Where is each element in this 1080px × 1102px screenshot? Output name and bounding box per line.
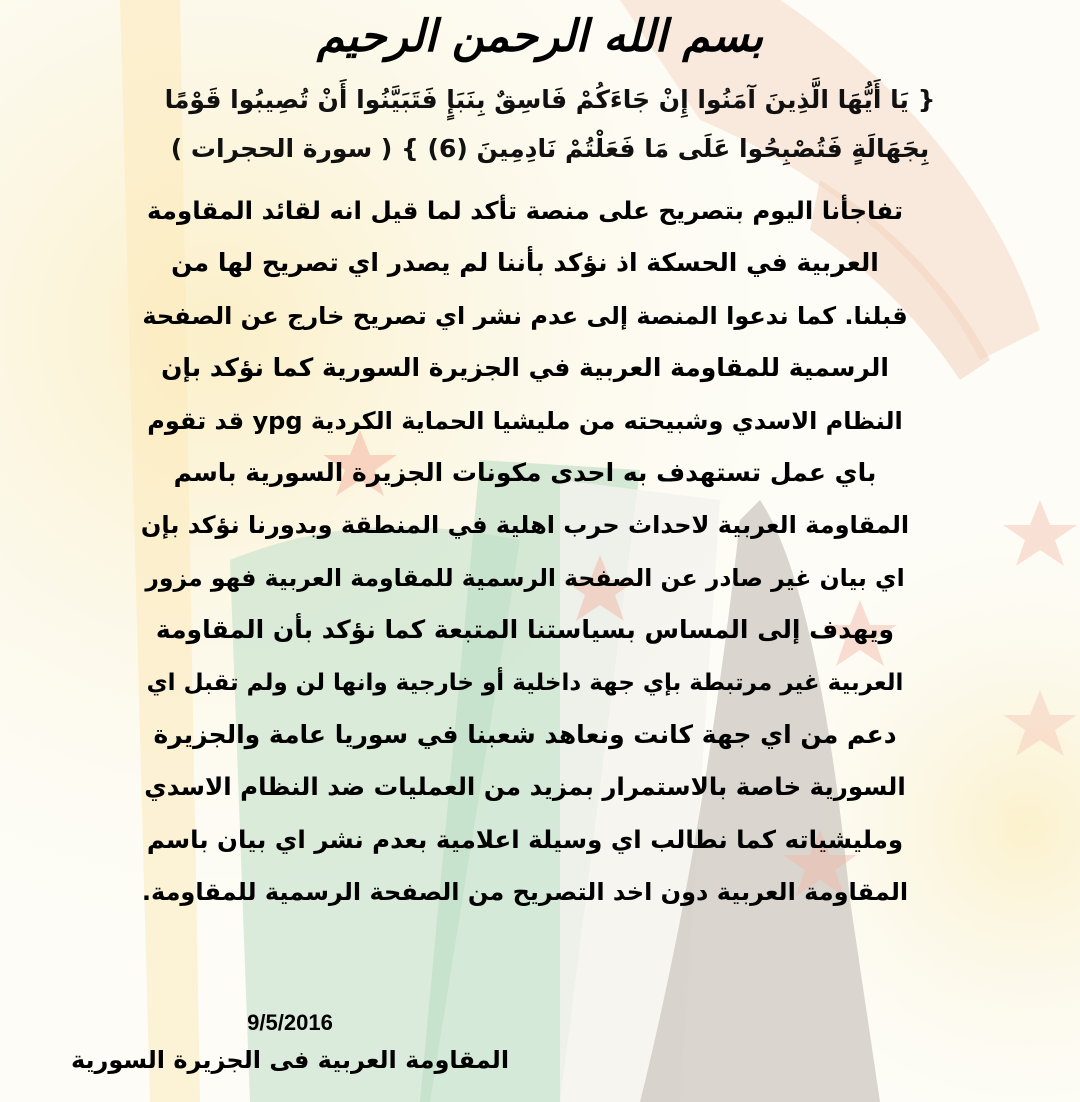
body-line: ويهدف إلى المساس بسياستنا المتبعة كما نؤكد بأن المقاومة — [155, 615, 895, 645]
statement-body — [140, 185, 910, 918]
body-line: دعم من اي جهة كانت ونعاهد شعبنا في سوريا عامة والجزيرة — [153, 719, 897, 749]
body-line: اي بيان غير صادر عن الصفحة الرسمية للمقاومة العربية فهو مزور — [145, 563, 905, 592]
body-line: تفاجأنا اليوم بتصريح على منصة تأكد لما قيل انه لقائد المقاومة — [146, 196, 904, 225]
body-line: المقاومة العربية دون اخد التصريح من الصفحة الرسمية للمقاومة. — [141, 878, 909, 907]
body-line: النظام الاسدي وشبيحته من مليشيا الحماية الكردية ypg قد تقوم — [147, 406, 903, 435]
body-line: المقاومة العربية لاحداث حرب اهلية في المنطقة وبدورنا نؤكد بإن — [140, 511, 910, 540]
body-line: الرسمية للمقاومة العربية في الجزيرة السورية كما نؤكد بإن — [161, 353, 889, 383]
body-line: العربية في الحسكة اذ نؤكد بأننا لم يصدر اي تصريح لها من — [171, 248, 879, 278]
body-line: قبلنا. كما ندعوا المنصة إلى عدم نشر اي تصريح خارج عن الصفحة — [142, 301, 908, 330]
body-line: السورية خاصة بالاستمرار بمزيد من العمليات ضد النظام الاسدي — [144, 772, 906, 802]
body-line: العربية غير مرتبطة بإي جهة داخلية أو خارجية وانها لن ولم تقبل اي — [146, 669, 904, 696]
quran-verse-line-2: بِجَهَالَةٍ فَتُصْبِحُوا عَلَى مَا فَعَلْتُمْ نَادِمِينَ (6) } ( سورة الحجرات ) — [170, 134, 930, 163]
basmala-heading: بسم الله الرحمن الرحيم — [316, 11, 764, 62]
signature-organization: المقاومة العربية فى الجزيرة السورية — [70, 1046, 510, 1074]
statement-date: 9/5/2016 — [247, 1010, 333, 1035]
body-line: باي عمل تستهدف به احدى مكونات الجزيرة السورية باسم — [173, 457, 877, 487]
body-line: ومليشياته كما نطالب اي وسيلة اعلامية بعدم نشر اي بيان باسم — [146, 824, 904, 854]
quran-verse-line-1: { يَا أَيُّهَا الَّذِينَ آمَنُوا إِنْ جَاءَكُمْ فَاسِقٌ بِنَبَإٍ فَتَبَيَّنُوا أَنْ تُصِيبُوا قَوْمًا — [164, 85, 936, 114]
